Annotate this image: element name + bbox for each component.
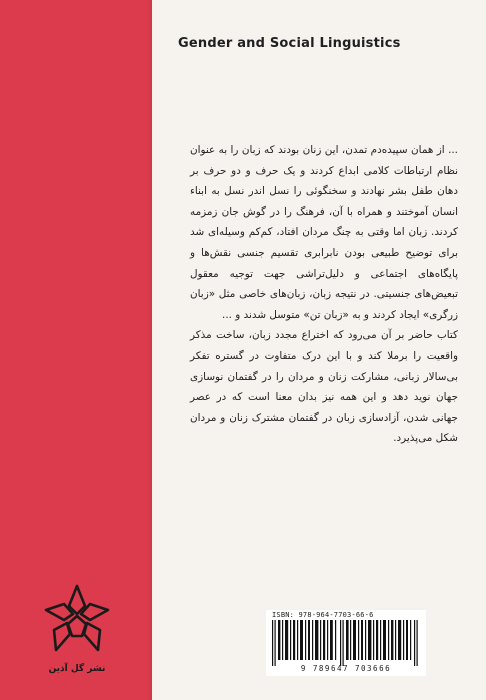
publisher-name: نشر گل آذین: [48, 664, 106, 674]
isbn-text: ISBN: 978-964-7703-66-6: [272, 611, 374, 619]
barcode-bars: [270, 620, 422, 666]
blurb-paragraph-2: کتاب حاضر بر آن می‌رود که اختراع مجدد زبان، ساخت مذکر واقعیت را برملا کند و با این درک متفاوت در گستره تفکر بی‌سالار زبانی، مشارکت زنان و مردان را در گفتمان نوسازی جهان نوید دهد و این همه نیز بدان معنا است که در عصر جهانی شدن، آزادسازی زبان در گفتمان مشترک زنان و مردان شکل می‌پذیرد.: [190, 329, 458, 445]
publisher-logo-icon: [40, 580, 114, 670]
barcode-number: 9 789647 703666: [300, 664, 392, 673]
barcode-label: [266, 610, 426, 676]
book-title: Gender and Social Linguistics: [178, 36, 401, 51]
blurb-text: [190, 140, 458, 449]
blurb-paragraph-1: ... از همان سپیده‌دم تمدن، این زنان بودند که زبان را به عنوان نظام ارتباطات کلامی ابداع کردند و یک حرف و دو حرف بر دهان طفل بشر نهادند و سخنگوئی را نسل اندر نسل به ابناء انسان آموختند و همراه با آن، فرهنگ را در گوش جان زمزمه کردند. زبان اما وقتی به چنگ مردان افتاد، کم‌کم وسیله‌ای شد برای توضیح طبیعی بودن نابرابری تقسیم جنسی نقش‌ها و پایگاه‌های اجتماعی و دلیل‌تراشی جهت توجیه معقول تبعیض‌های جنسیتی. در نتیجه زبان، زبان‌های خاصی مثل «زبان زرگری» ایجاد کردند و به «زبان تن» متوسل شدند و ...: [190, 144, 458, 321]
